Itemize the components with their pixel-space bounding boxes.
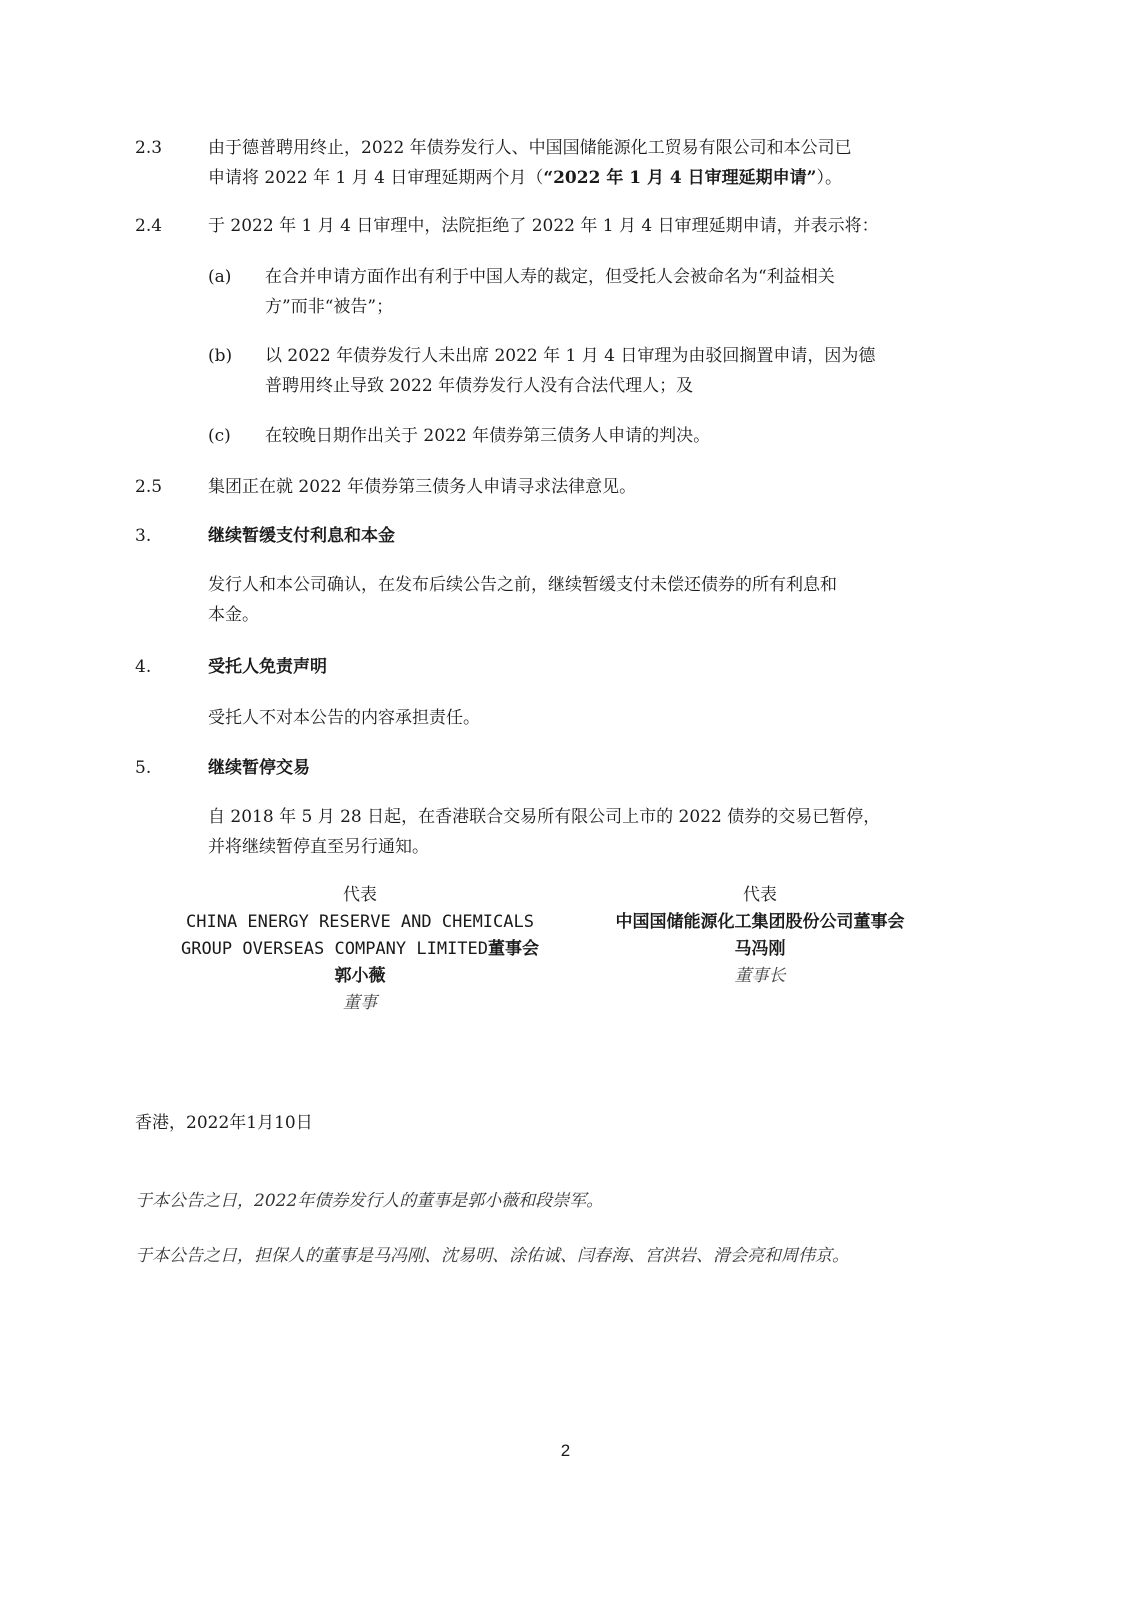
item-a-text: [265, 262, 985, 322]
left-company-line2-en: GROUP OVERSEAS COMPANY LIMITED: [180, 939, 489, 959]
section-2-3-line2-start: 申请将 2022 年 1 月 4 日审理延期两个月（: [208, 168, 544, 188]
section-2-3-line1: 由于德普聘用终止，2022 年债券发行人、中国国储能源化工贸易有限公司和本公司已: [208, 138, 852, 158]
section-4-text: 受托人不对本公告的内容承担责任。: [208, 708, 480, 728]
page-number: 2: [560, 1441, 571, 1460]
item-b-label: (b): [208, 346, 233, 366]
section-number-5: 5.: [135, 758, 152, 778]
right-signatory-name: 马冯刚: [734, 939, 786, 959]
item-c-label: (c): [208, 426, 231, 446]
place-date: 香港，2022年1月10日: [135, 1113, 313, 1133]
section-number-3: 3.: [135, 526, 152, 546]
item-a-line2: 方”而非“被告”；: [265, 297, 394, 317]
item-b-line2: 普聘用终止导致 2022 年债券发行人没有合法代理人；及: [265, 376, 694, 396]
item-c-text: 在较晚日期作出关于 2022 年债券第三债务人申请的判决。: [265, 426, 711, 446]
section-4-heading: 受托人免责声明: [208, 657, 327, 677]
left-signatory-name: 郭小薇: [334, 966, 386, 986]
right-on-behalf: 代表: [743, 885, 777, 905]
section-3-line1: 发行人和本公司确认，在发布后续公告之前，继续暂缓支付未偿还债券的所有利息和: [208, 575, 837, 595]
left-company-line2-cn: 董事会: [488, 939, 540, 959]
left-on-behalf: 代表: [343, 885, 377, 905]
section-5-heading: 继续暂停交易: [208, 758, 310, 778]
section-2-5-text: 集团正在就 2022 年债券第三债务人申请寻求法律意见。: [208, 477, 637, 497]
footer-directors-issuer: 于本公告之日，2022年债券发行人的董事是郭小薇和段崇军。: [135, 1191, 604, 1211]
section-5-line2: 并将继续暂停直至另行通知。: [208, 837, 429, 857]
section-number-2-5: 2.5: [135, 477, 163, 497]
section-3-text: [208, 570, 988, 630]
item-a-label: (a): [208, 267, 232, 287]
section-5-text: [208, 802, 988, 862]
right-company: 中国国储能源化工集团股份公司董事会: [615, 912, 905, 932]
left-company-line1: CHINA ENERGY RESERVE AND CHEMICALS: [186, 912, 534, 932]
item-b-line1: 以 2022 年债券发行人未出席 2022 年 1 月 4 日审理为由驳回搁置申请，因为德: [265, 346, 876, 366]
section-2-3-defined-term: “2022 年 1 月 4 日审理延期申请”: [543, 168, 817, 188]
signature-block-right: [560, 882, 960, 990]
section-number-4: 4.: [135, 657, 152, 677]
section-5-line1: 自 2018 年 5 月 28 日起，在香港联合交易所有限公司上市的 2022 债券的交易已暂停，: [208, 807, 881, 827]
signature-block-left: [150, 882, 570, 1017]
item-a-line1: 在合并申请方面作出有利于中国人寿的裁定，但受托人会被命名为“利益相关: [265, 267, 835, 287]
footer-directors-guarantor: 于本公告之日，担保人的董事是马冯刚、沈易明、涂佑诚、闫春海、宫洪岩、滑会亮和周伟京。: [135, 1246, 849, 1266]
section-2-3-line2-end: ）。: [816, 168, 842, 188]
section-number-2-4: 2.4: [135, 216, 163, 236]
section-2-3-line2: [208, 163, 988, 193]
left-company-line2: [150, 936, 570, 963]
right-signatory-title: 董事长: [734, 966, 786, 986]
section-2-4-text: 于 2022 年 1 月 4 日审理中，法院拒绝了 2022 年 1 月 4 日审理延期申请，并表示将：: [208, 216, 879, 236]
item-b-text: [265, 341, 985, 401]
section-3-heading: 继续暂缓支付利息和本金: [208, 526, 395, 546]
section-number-2-3: 2.3: [135, 138, 163, 158]
section-3-line2: 本金。: [208, 605, 259, 625]
left-signatory-title: 董事: [343, 993, 377, 1013]
section-2-3-text: [208, 133, 988, 193]
